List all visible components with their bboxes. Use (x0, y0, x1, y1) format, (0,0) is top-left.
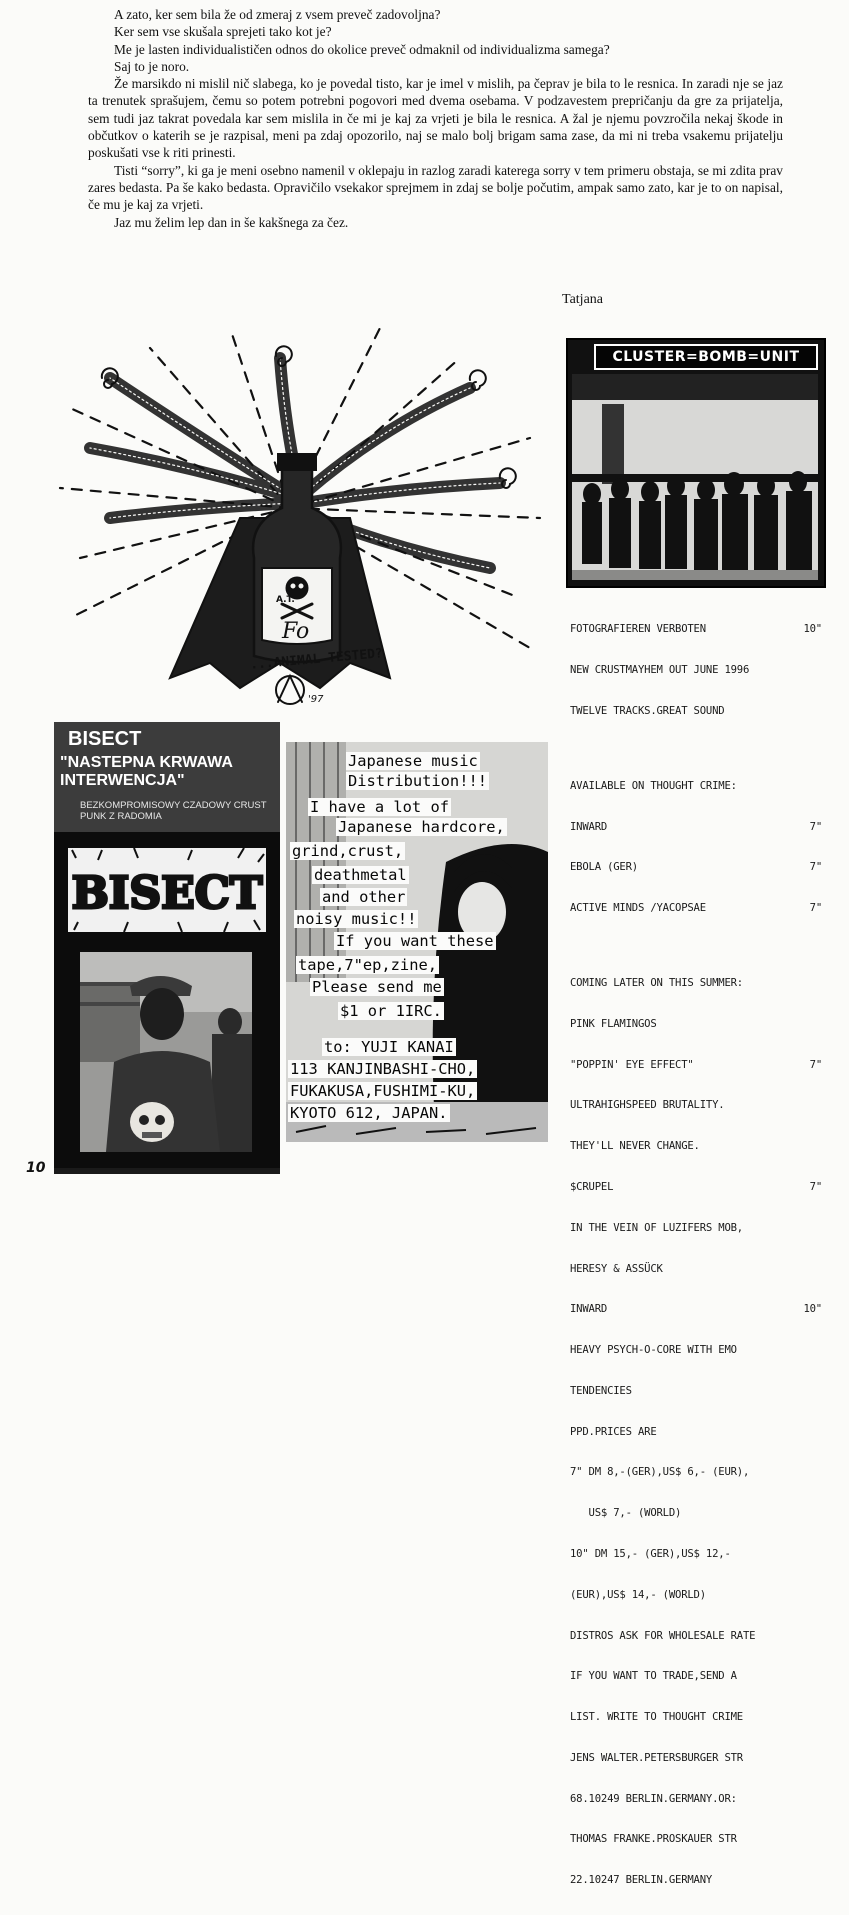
ad-line-right: 7" (809, 820, 822, 833)
ad-line-right: 7" (809, 1180, 822, 1193)
ad-line-left: INWARD (570, 1303, 608, 1316)
line-gap (570, 943, 822, 950)
cluster-bomb-unit-ad (566, 338, 826, 588)
ad-line (570, 780, 822, 794)
band-photo (572, 374, 818, 580)
ad-text-line: If you want these (336, 932, 494, 950)
paragraph: Ker sem vse skušala sprejeti tako kot je? (114, 24, 332, 40)
bottle-label-text: A.T. (276, 595, 295, 605)
ad-line-left: LIST. WRITE TO THOUGHT CRIME (570, 1711, 743, 1724)
ad-line (570, 1833, 822, 1847)
ad-line (570, 1752, 822, 1766)
ad-line (570, 1670, 822, 1684)
ad-line-left: INWARD (570, 820, 608, 833)
line-gap (570, 746, 822, 753)
album-title: "NASTEPNA KRWAWA INTERWENCJA" (60, 754, 233, 789)
ad-line (570, 1630, 822, 1644)
ad-line (570, 1793, 822, 1807)
ad-line (570, 1548, 822, 1562)
paragraph: Tisti “sorry”, ki ga je meni osebno namenil v oklepaju in razlog zaradi katerega sorry v tem primeru obstaja, se mi zdita prav zares bedasta. Pa še kako bedasta. Opravičilo vsekakor sprejmem in zdaj se bolje počutim, ampak samo zato, kar je to on napisal, če mu je kaj za vrjeti. (88, 162, 783, 213)
ad-line-left: FOTOGRAFIEREN VERBOTEN (570, 623, 706, 636)
ad-line-left: PINK FLAMINGOS (570, 1017, 657, 1030)
logo-art (68, 848, 266, 932)
ad-line-left: AVAILABLE ON THOUGHT CRIME: (570, 779, 737, 792)
ad-line (570, 902, 822, 916)
paragraph: Saj to je noro. (114, 58, 190, 74)
band-name: BISECT (68, 728, 142, 750)
ad-line-left: NEW CRUSTMAYHEM OUT JUNE 1996 (570, 663, 750, 676)
ad-text-line: KYOTO 612, JAPAN. (290, 1104, 448, 1122)
ad-line-left: 68.10249 BERLIN.GERMANY.OR: (570, 1792, 737, 1805)
ad-line (570, 977, 822, 991)
ad-line (570, 1589, 822, 1603)
japanese-distro-ad (286, 742, 548, 1142)
ad-line-left: COMING LATER ON THIS SUMMER: (570, 977, 743, 990)
ad-line-left: 7" DM 8,-(GER),US$ 6,- (EUR), (570, 1466, 750, 1479)
bisect-ad (54, 722, 280, 1169)
ad-text-line: Japanese music (348, 752, 478, 770)
bisect-header (54, 722, 280, 832)
ad-line (570, 1385, 822, 1399)
bisect-logo (68, 848, 266, 932)
ad-line (570, 1181, 822, 1195)
ad-text-line: grind,crust, (292, 842, 404, 860)
ad-line-left: US$ 7,- (WORLD) (570, 1507, 682, 1520)
ad-line (570, 623, 822, 637)
ad-line (570, 664, 822, 678)
ad-line-right: 7" (809, 861, 822, 874)
ad-line-left: (EUR),US$ 14,- (WORLD) (570, 1588, 706, 1601)
black-bar (54, 1168, 280, 1174)
ad-line (570, 1303, 822, 1317)
ad-text-line: Please send me (312, 978, 442, 996)
ad-line (570, 1018, 822, 1032)
ad-line (570, 1099, 822, 1113)
cluster-bomb-unit-ad-text (570, 596, 822, 1915)
ad-line-right: 7" (809, 1058, 822, 1071)
bottle-mark-text: Fo (282, 619, 310, 644)
ad-line-left: HERESY & ASSÜCK (570, 1262, 663, 1275)
author-signature: Tatjana (562, 292, 603, 307)
ad-line-left: TENDENCIES (570, 1384, 632, 1397)
ad-line-right: 10" (803, 1303, 822, 1316)
paragraph: Me je lasten individualističen odnos do okolice preveč odmaknil od individualizma samega? (114, 41, 610, 57)
paragraph: Že marsikdo ni mislil nič slabega, ko je povedal tisto, kar je imel v mislih, pa čeprav je bila to le resnica. In zaradi nje se jaz ta trenutek sprašujem, čemu so potem potrebni pogovori med dvema osebama. V podzavestem prepričanju da gre za prijatelja, sem tudi jaz takrat povedala kar sem mislila in če mi je kaj za vrjeti je bila le resnica. A žal je njemu povzročila nekaj škode in občutkov o katerih se je razpisal, meni pa zdaj opozorilo, naj se malo bolj brigam sama zase, da mi ni treba vsakemu prijatelju poskušati vse k riti prinesti. (88, 76, 783, 161)
paragraph: A zato, ker sem bila že od zmeraj z vsem preveč zadovoljna? (114, 7, 441, 22)
paragraph: Jaz mu želim lep dan in še kakšnega za čez. (114, 214, 349, 230)
ad-line-left: HEAVY PSYCH-O-CORE WITH EMO (570, 1344, 737, 1357)
band-tagline: BEZKOMPROMISOWY CZADOWY CRUST PUNK Z RADOMIA (80, 800, 267, 822)
drawing-caption: ...ANIMAL TESTED? (249, 646, 384, 673)
ad-line (570, 705, 822, 719)
artist-year: '97 (308, 694, 324, 705)
band-title: CLUSTER=BOMB=UNIT (594, 344, 818, 370)
ad-text-line: FUKAKUSA,FUSHIMI-KU, (290, 1082, 476, 1100)
poison-bottle-drawing (50, 318, 550, 720)
ad-line-left: IF YOU WANT TO TRADE,SEND A (570, 1670, 737, 1683)
ad-line-left: ACTIVE MINDS /YACOPSAE (570, 902, 706, 915)
page-number: 10 (26, 1160, 46, 1176)
ad-line-left: DISTROS ASK FOR WHOLESALE RATE (570, 1629, 756, 1642)
ad-line-left: JENS WALTER.PETERSBURGER STR (570, 1751, 743, 1764)
article-text (88, 6, 783, 231)
ad-line (570, 1140, 822, 1154)
ad-line-left: 10" DM 15,- (GER),US$ 12,- (570, 1547, 731, 1560)
ad-line (570, 1466, 822, 1480)
ad-text-line: deathmetal (314, 866, 407, 884)
ad-text-line: 113 KANJINBASHI-CHO, (290, 1060, 476, 1078)
ad-line (570, 1263, 822, 1277)
ad-line-left: THEY'LL NEVER CHANGE. (570, 1140, 700, 1153)
ad-text-line: Japanese hardcore, (338, 818, 505, 836)
ad-line (570, 1874, 822, 1888)
ad-text-line: and other (322, 888, 406, 906)
ad-line (570, 1426, 822, 1440)
ad-line (570, 1711, 822, 1725)
logo-text: BISECT (71, 868, 263, 919)
ad-text-line: $1 or 1IRC. (340, 1002, 442, 1020)
ad-line-left: "POPPIN' EYE EFFECT" (570, 1058, 694, 1071)
ad-line (570, 1344, 822, 1358)
ad-line-left: EBOLA (GER) (570, 861, 638, 874)
ad-line (570, 1222, 822, 1236)
ad-text-line: noisy music!! (296, 910, 417, 928)
ad-line (570, 821, 822, 835)
ad-line-left: PPD.PRICES ARE (570, 1425, 657, 1438)
ad-line (570, 861, 822, 875)
ad-line (570, 1507, 822, 1521)
ad-line-left: 22.10247 BERLIN.GERMANY (570, 1874, 713, 1887)
ad-text-line: tape,7"ep,zine, (298, 956, 437, 974)
ad-line-left: THOMAS FRANKE.PROSKAUER STR (570, 1833, 737, 1846)
ad-line (570, 1059, 822, 1073)
ad-text-line: to: YUJI KANAI (324, 1038, 454, 1056)
ad-line-left: TWELVE TRACKS.GREAT SOUND (570, 704, 725, 717)
ad-text-line: Distribution!!! (348, 772, 487, 790)
ad-line-left: $CRUPEL (570, 1180, 614, 1193)
ad-line-left: IN THE VEIN OF LUZIFERS MOB, (570, 1221, 743, 1234)
ad-text-line: I have a lot of (310, 798, 449, 816)
ad-line-right: 10" (803, 623, 822, 636)
ad-line-right: 7" (809, 902, 822, 915)
soldier-photo (80, 952, 252, 1152)
ad-line-left: ULTRAHIGHSPEED BRUTALITY. (570, 1099, 725, 1112)
